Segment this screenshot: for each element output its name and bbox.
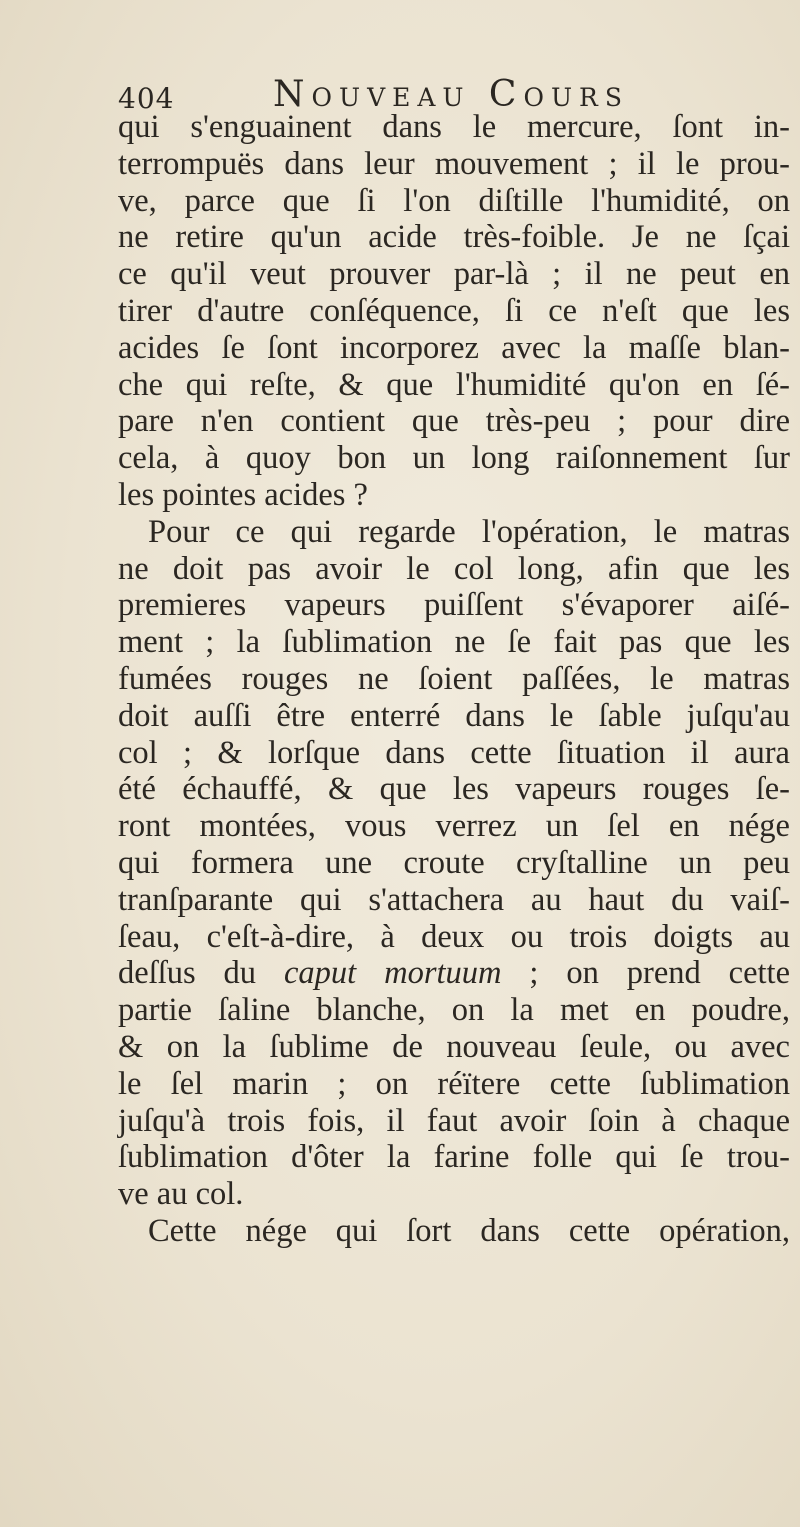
text-line: fumées rouges ne ſoient paſſées, le matras xyxy=(118,660,790,697)
text-line: partie ſaline blanche, on la met en poudre, xyxy=(118,992,790,1029)
text-line: juſqu'à trois fois, il faut avoir ſoin à chaque xyxy=(118,1102,790,1139)
text-line: tranſparante qui s'attachera au haut du vaiſ- xyxy=(118,881,790,918)
text-line-with-latin xyxy=(118,955,790,992)
text-line: terrompuës dans leur mouvement ; il le prou- xyxy=(118,145,790,182)
text-line: tirer d'autre conſéquence, ſi ce n'eſt que les xyxy=(118,292,790,329)
text-line: les pointes acides ? xyxy=(118,476,368,513)
text-fragment: ; on prend cette xyxy=(529,955,791,992)
text-fragment: deſſus du xyxy=(118,955,257,992)
page-number: 404 xyxy=(118,82,175,115)
text-line: ment ; la ſublimation ne ſe fait pas que les xyxy=(118,624,790,661)
body-text xyxy=(118,109,790,1250)
text-line: premieres vapeurs puiſſent s'évaporer aiſé- xyxy=(118,587,790,624)
text-line: ve au col. xyxy=(118,1176,244,1213)
text-line: doit auſſi être enterré dans le ſable juſqu'au xyxy=(118,697,790,734)
paragraph-start-line: Pour ce qui regarde l'opération, le matras xyxy=(148,513,790,550)
text-line: col ; & lorſque dans cette ſituation il aura xyxy=(118,734,790,771)
text-line: ve, parce que ſi l'on diſtille l'humidité, on xyxy=(118,182,790,219)
text-line: pare n'en contient que très-peu ; pour dire xyxy=(118,403,790,440)
text-line: qui s'enguainent dans le mercure, ſont in- xyxy=(118,109,790,145)
text-line: & on la ſublime de nouveau ſeule, ou avec xyxy=(118,1028,790,1065)
paragraph-start-line: Cette nége qui ſort dans cette opération, xyxy=(148,1212,790,1249)
text-line: ſublimation d'ôter la farine folle qui ſe trou- xyxy=(118,1139,790,1176)
text-line: le ſel marin ; on réïtere cette ſublimation xyxy=(118,1065,790,1102)
text-line: ne retire qu'un acide très-foible. Je ne ſçai xyxy=(118,219,790,256)
text-line: ſeau, c'eſt-à-dire, à deux ou trois doigts au xyxy=(118,918,790,955)
text-line: che qui reſte, & que l'humidité qu'on en ſé- xyxy=(118,366,790,403)
text-line: cela, à quoy bon un long raiſonnement ſur xyxy=(118,440,790,477)
text-line: ne doit pas avoir le col long, afin que les xyxy=(118,550,790,587)
running-title: Nouveau Cours xyxy=(273,74,629,115)
text-line: qui formera une croute cryſtalline un peu xyxy=(118,844,790,881)
text-line: acides ſe ſont incorporez avec la maſſe blan- xyxy=(118,329,790,366)
text-line: été échauffé, & que les vapeurs rouges ſe- xyxy=(118,771,790,808)
text-line: ront montées, vous verrez un ſel en nége xyxy=(118,808,790,845)
text-line: ce qu'il veut prouver par-là ; il ne peut en xyxy=(118,256,790,293)
latin-term: caput mortuum xyxy=(283,955,502,992)
